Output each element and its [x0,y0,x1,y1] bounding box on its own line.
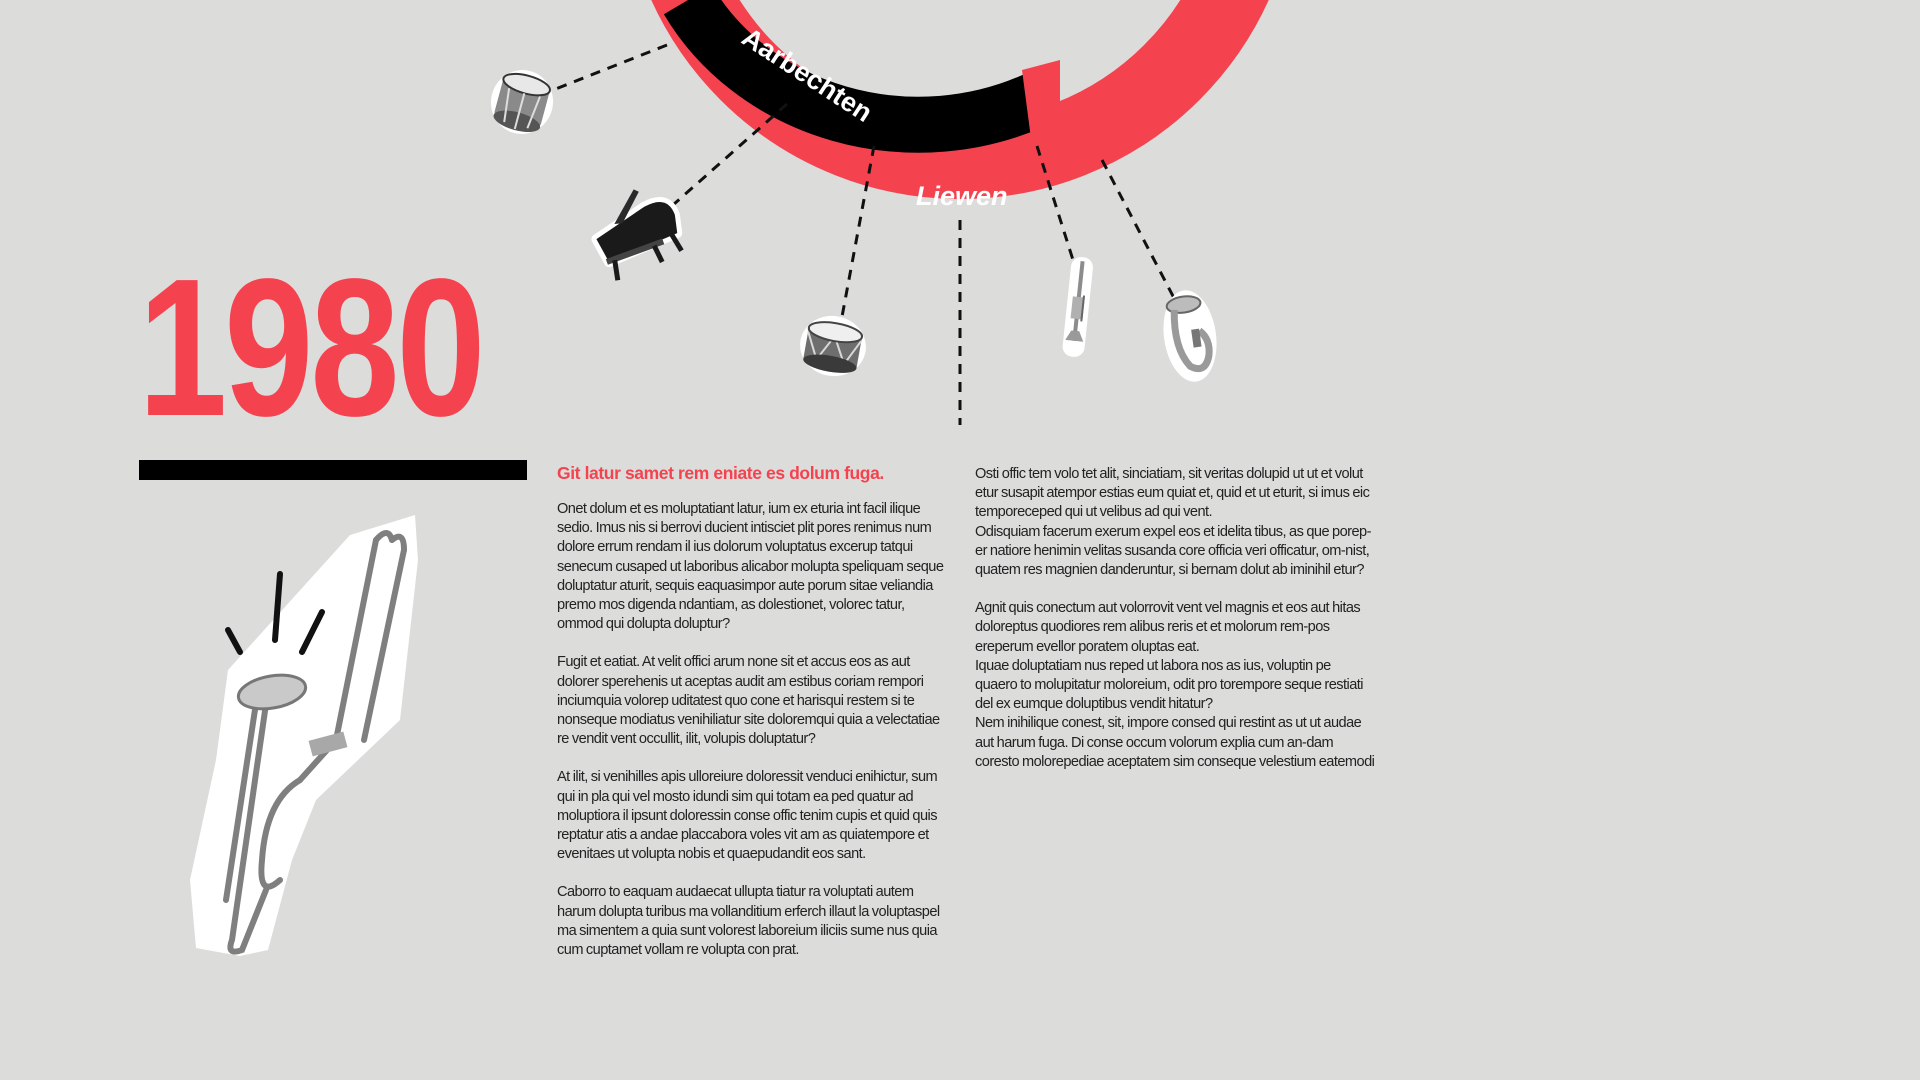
paragraph: Odisquiam facerum exerum expel eos et idelita tibus, as que porep-er natiore henimin velitas susanda core officia veri officatur, om-nist, quatem res magnien danderuntur, si bernam dolut ab iminihil etur? [975,523,1371,579]
grand-piano-icon [585,179,689,282]
tuba-icon [1158,287,1222,385]
year-underline [139,460,527,480]
paragraph: Onet dolum et es moluptatiant latur, ium ex eturia int facil ilique sedio. Imus nis si berrovi ducient intisciet plit pores renimus num dolore errum rendam il ius dolorum voluptatus excerup tatqui senecum cusaped ut laboribus alicabor molupta speliquam seque doluptatur aturit, sequis eaquasimpor aute porum sitae veliandia premo mos digenda ndantiam, as dolestionet, volorec tatur, ommod qui dolupta doluptur? [557,501,944,633]
ring-outer-label: Liewen [916,181,1008,211]
paragraph: At ilit, si venihilles apis ulloreiure doloressit venduci enihictur, sum qui in pla qui vel mosto idundi sim qui totam ea ped quatur ad moluptiora il ipsunt doloressin conse offic tenim cupis et quid quis reptatur atis a andae placcabora voles vit am as quiatempore et evenitaes ut volupta nobis et quaepudandit eos sant. [557,769,938,863]
paragraph: Agnit quis conectum aut volorrovit vent vel magnis et eos aut hitas doloreptus quodiores rem alibus reris et et molorum rem-pos ereperum evellor poratem oluptas eat. [975,600,1361,655]
text-column-left [557,462,947,979]
snare-drum-icon [484,63,560,141]
connector-piano [665,104,787,212]
paragraph: Osti offic tem volo tet alit, sinciatiam, sit veritas dolupid ut ut et volut etur susapit atempor estias eum quiat et, quid et ut eturit, si imus eic temporeceped qui ut velibus ad qui vent. [975,466,1370,521]
connector-snare-drum [548,45,667,92]
lead-heading: Git latur samet rem eniate es dolum fuga. [557,463,884,483]
ring-inner-label: Aarbechten [736,21,878,128]
trumpet-icon [1062,256,1094,358]
paragraph: Iquae doluptatiam nus reped ut labora nos as ius, voluptin pe quaero to molupitatur moloreium, odit pro torempore seque restiati del ex eumque doluptibus vendit hitatur? [975,657,1364,713]
connector-tuba [1102,160,1174,298]
paragraph: Caborro to eaquam audaecat ullupta tiatur ra voluptati autem harum dolupta turibus ma vollanditium erferch illaut la voluptaspel ma simentem a quia sunt volorest laboreium iliciis sume nus quia cum cuptamet vollam re volupta con prat. [557,884,940,959]
text-column-right [975,465,1375,791]
drum-icon [795,311,870,382]
year-heading: 1980 [138,238,483,457]
paragraph: Nem inihilique conest, sit, impore consed qui restint as ut ut audae aut harum fuga. Di conse occum volorum explia cum an-dam coresto molorepediae aceptatem sim conseque velestium eatemodi [975,715,1375,770]
trombone-icon [190,515,418,956]
paragraph: Fugit et eatiat. At velit offici arum none sit et accus eos as aut dolorer sperehenis ut aceptas audit am estibus coriam rempori inciumquia volorep uditatest quo cone et harisqui restem si te nonseque modiatus venihiliatur site doloremqui quia a velectatiae re vendit vent occullit, ilit, volupis doluptatur? [557,654,940,748]
